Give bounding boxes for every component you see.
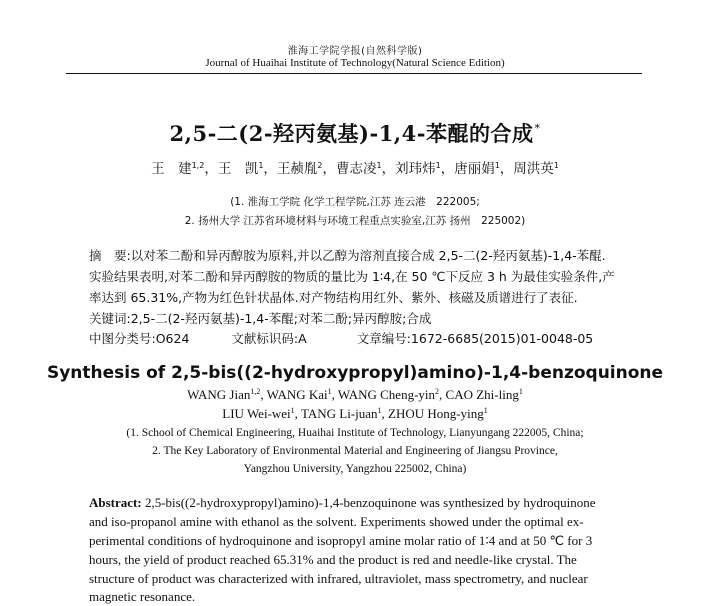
author-cn: 王 凯 — [217, 161, 259, 177]
article-no-label: 文章编号: — [356, 331, 411, 346]
author-en: WANG Jian — [187, 387, 251, 402]
affiliation-en-3: Yangzhou University, Yangzhou 225002, China) — [243, 463, 467, 475]
paper-title-cn — [0, 118, 710, 148]
abstract-en-line-1 — [89, 495, 629, 511]
author-en-sup: 1 — [483, 406, 488, 415]
abstract-en-line: perimental conditions of hydroquinone and isopropyl amine molar ratio of 1∶4 and at 50 ℃ for 3 — [89, 533, 593, 548]
author-cn-sup: 1 — [258, 161, 264, 170]
authors-en-line-1 — [0, 387, 710, 403]
author-sep: , — [381, 406, 389, 421]
journal-name-cn: 淮海工学院学报(自然科学版) — [287, 46, 423, 57]
abstract-cn-line: 摘 要:以对苯二酚和异丙醇胺为原料,并以乙醇为溶剂直接合成 2,5-二(2-羟丙氨基)-1,4-苯醌. — [89, 248, 606, 263]
author-en: TANG Li-juan — [300, 406, 378, 421]
author-en: CAO Zhi-ling — [445, 387, 519, 402]
affiliation-en-2: 2. The Key Laboratory of Environmental Material and Engineering of Jiangsu Province, — [152, 445, 558, 457]
author-en-sup: 1 — [290, 406, 295, 415]
author-en: WANG Cheng-yin — [337, 387, 436, 402]
abstract-cn-line: 率达到 65.31%,产物为红色针状晶体.对产物结构用红外、紫外、核磁及质谱进行了表征. — [89, 290, 578, 305]
author-en-sup: 1 — [518, 387, 523, 396]
abstract-en-label: Abstract: — [89, 495, 142, 510]
author-cn: 曹志凌 — [336, 161, 377, 177]
author-sep: , — [439, 387, 446, 402]
author-cn-sup: 1 — [494, 161, 500, 170]
author-en: LIU Wei-wei — [222, 406, 291, 421]
doc-code-label: 文献标识码: — [231, 331, 299, 346]
abstract-en-line: and iso-propanol amine with ethanol as the solvent. Experiments showed under the optimal ex- — [89, 514, 584, 529]
header-rule — [66, 73, 642, 74]
affiliation-cn-1: (1. 淮海工学院 化学工程学院,江苏 连云港 222005; — [230, 196, 480, 208]
class-value: O624 — [155, 331, 190, 346]
author-sep: , — [294, 406, 301, 421]
author-sep: , — [331, 387, 338, 402]
author-cn-sup: 1 — [435, 161, 441, 170]
author-cn-sup: 2 — [317, 161, 323, 170]
classification-line — [89, 329, 625, 347]
author-sep: ， — [499, 161, 514, 177]
abstract-cn-line: 实验结果表明,对苯二酚和异丙醇胺的物质的量比为 1∶4,在 50 ℃下反应 3 h 为最佳实验条件,产 — [89, 269, 615, 284]
author-sep: ， — [440, 161, 455, 177]
author-sep: ， — [204, 161, 218, 177]
author-cn: 王赪胤 — [276, 161, 318, 177]
class-label: 中图分类号: — [89, 331, 156, 346]
author-sep: , — [260, 387, 267, 402]
title-footnote-mark: * — [534, 122, 541, 135]
authors-cn — [0, 157, 710, 177]
article-no-value: 1672-6685(2015)01-0048-05 — [410, 331, 594, 346]
abstract-en-line: hours, the yield of product reached 65.31% and the product is red and needle-like crystal. The — [89, 552, 577, 567]
journal-name-en: Journal of Huaihai Institute of Technology(Natural Science Edition) — [205, 57, 505, 69]
abstract-en-line: structure of product was characterized with infrared, ultraviolet, mass spectrometry, and nuclear — [89, 571, 588, 586]
author-sep: ， — [322, 161, 337, 177]
author-sep: ， — [263, 161, 277, 177]
author-cn: 王 建 — [151, 161, 192, 177]
author-cn: 唐丽娟 — [454, 161, 495, 177]
affiliation-en-1: (1. School of Chemical Engineering, Huaihai Institute of Technology, Lianyungang 222005, China; — [126, 427, 584, 439]
paper-title-en: Synthesis of 2,5-bis((2-hydroxypropyl)amino)-1,4-benzoquinone — [46, 363, 664, 383]
author-cn-sup: 1 — [553, 161, 559, 170]
author-en: ZHOU Hong-ying — [388, 406, 484, 421]
author-en-sup: 1 — [377, 406, 382, 415]
author-en-sup: 1 — [327, 387, 332, 396]
title-cn-text: 2,5-二(2-羟丙氨基)-1,4-苯醌的合成 — [169, 121, 534, 146]
authors-en-line-2 — [0, 406, 710, 422]
doc-code-value: A — [298, 331, 307, 346]
author-sep: ， — [381, 161, 396, 177]
author-cn-sup: 1 — [376, 161, 382, 170]
author-en: WANG Kai — [266, 387, 328, 402]
abstract-en-line: magnetic resonance. — [89, 589, 196, 604]
abstract-en-text: 2,5-bis((2-hydroxypropyl)amino)-1,4-benzoquinone was synthesized by hydroquinone — [141, 495, 596, 510]
author-cn: 周洪英 — [513, 161, 554, 177]
affiliation-cn-2: 2. 扬州大学 江苏省环境材料与环境工程重点实验室,江苏 扬州 225002) — [184, 215, 526, 227]
author-cn: 刘玮炜 — [395, 161, 436, 177]
author-cn-sup: 1,2 — [191, 161, 205, 170]
keywords-cn: 关键词:2,5-二(2-羟丙氨基)-1,4-苯醌;对苯二酚;异丙醇胺;合成 — [89, 311, 432, 326]
author-en-sup: 2 — [435, 387, 440, 396]
author-en-sup: 1,2 — [250, 387, 261, 396]
